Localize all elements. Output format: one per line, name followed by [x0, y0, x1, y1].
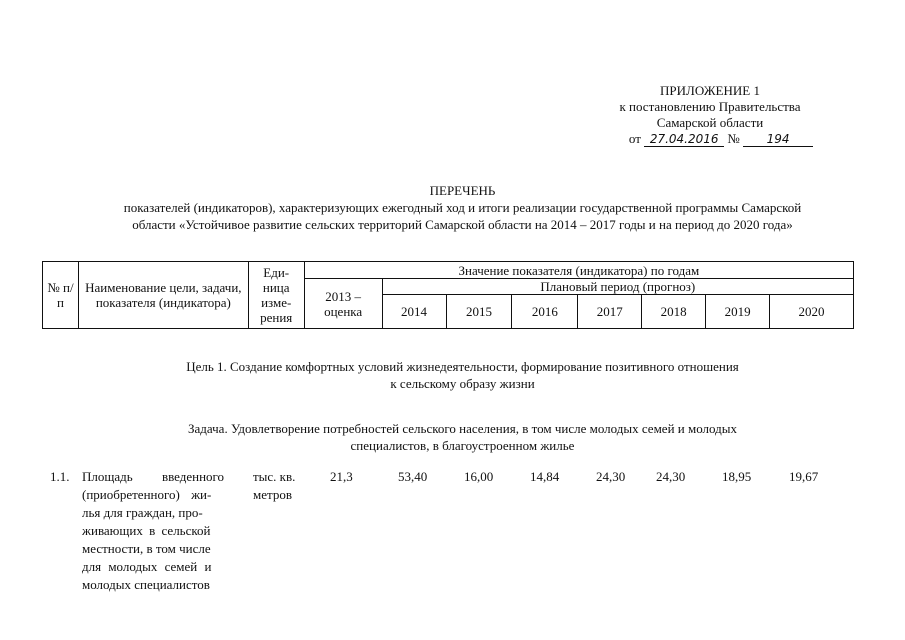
- row-name-line: (приобретенного) жи-: [82, 487, 212, 502]
- row-value: 18,95: [722, 469, 752, 484]
- header-plan: Плановый период (прогноз): [382, 279, 853, 295]
- handwritten-number: 194: [743, 132, 813, 147]
- row-name-line: живающих в сельской: [82, 523, 211, 538]
- header-year: 2020: [770, 295, 854, 329]
- header-year: 2017: [578, 295, 642, 329]
- row-name-line: местности, в том числе: [82, 541, 211, 556]
- document-heading: [20, 182, 905, 233]
- goal-heading: [20, 358, 905, 392]
- appendix-line2: Самарской области: [656, 115, 764, 130]
- appendix-block: [580, 83, 840, 147]
- header-year: 2016: [512, 295, 578, 329]
- row-value: 24,30: [596, 469, 626, 484]
- goal-line1: Цель 1. Создание комфортных условий жизнедеятельности, формирование позитивного отношения: [186, 359, 739, 374]
- row-name-line: для молодых семей и: [82, 559, 212, 574]
- number-label: №: [727, 131, 740, 146]
- row-name: [82, 468, 250, 594]
- row-estimate: 21,3: [330, 469, 353, 484]
- task-line1: Задача. Удовлетворение потребностей сельского населения, в том числе молодых семей и молодых: [188, 421, 737, 436]
- row-value: 14,84: [530, 469, 560, 484]
- header-unit: Еди- ница изме- рения: [248, 262, 304, 329]
- header-year: 2015: [446, 295, 512, 329]
- heading-line2: области «Устойчивое развитие сельских территорий Самарской области на 2014 – 2017 годы и на период до 2020 года»: [132, 217, 793, 232]
- row-unit: тыс. кв. метров: [253, 469, 296, 502]
- row-value: 16,00: [464, 469, 494, 484]
- indicator-table-header: [42, 261, 854, 329]
- header-year: 2014: [382, 295, 446, 329]
- appendix-signature-line: [602, 131, 840, 147]
- row-value: 53,40: [398, 469, 428, 484]
- heading-line1: показателей (индикаторов), характеризующих ежегодный ход и итоги реализации государственной программы Самарской: [123, 200, 802, 215]
- header-year: 2019: [706, 295, 770, 329]
- header-num: № п/п: [43, 262, 79, 329]
- row-value: 19,67: [789, 469, 819, 484]
- header-estimate: 2013 – оценка: [304, 279, 382, 329]
- row-value: 24,30: [656, 469, 686, 484]
- from-label: от: [628, 131, 641, 146]
- task-line2: специалистов, в благоустроенном жилье: [350, 438, 575, 453]
- row-name-line: молодых специалистов: [82, 577, 210, 592]
- task-heading: [20, 420, 905, 454]
- goal-line2: к сельскому образу жизни: [390, 376, 535, 391]
- appendix-line1: к постановлению Правительства: [619, 99, 801, 114]
- row-name-line: Площадь введенного: [82, 469, 225, 484]
- header-values: Значение показателя (индикатора) по годам: [304, 262, 853, 279]
- row-name-line: лья для граждан, про-: [82, 505, 203, 520]
- handwritten-date: 27.04.2016: [644, 132, 724, 147]
- header-name: Наименование цели, задачи, показателя (индикатора): [78, 262, 248, 329]
- appendix-title: ПРИЛОЖЕНИЕ 1: [660, 83, 760, 98]
- header-year: 2018: [642, 295, 706, 329]
- row-num: 1.1.: [50, 469, 70, 484]
- heading-title: ПЕРЕЧЕНЬ: [429, 183, 496, 198]
